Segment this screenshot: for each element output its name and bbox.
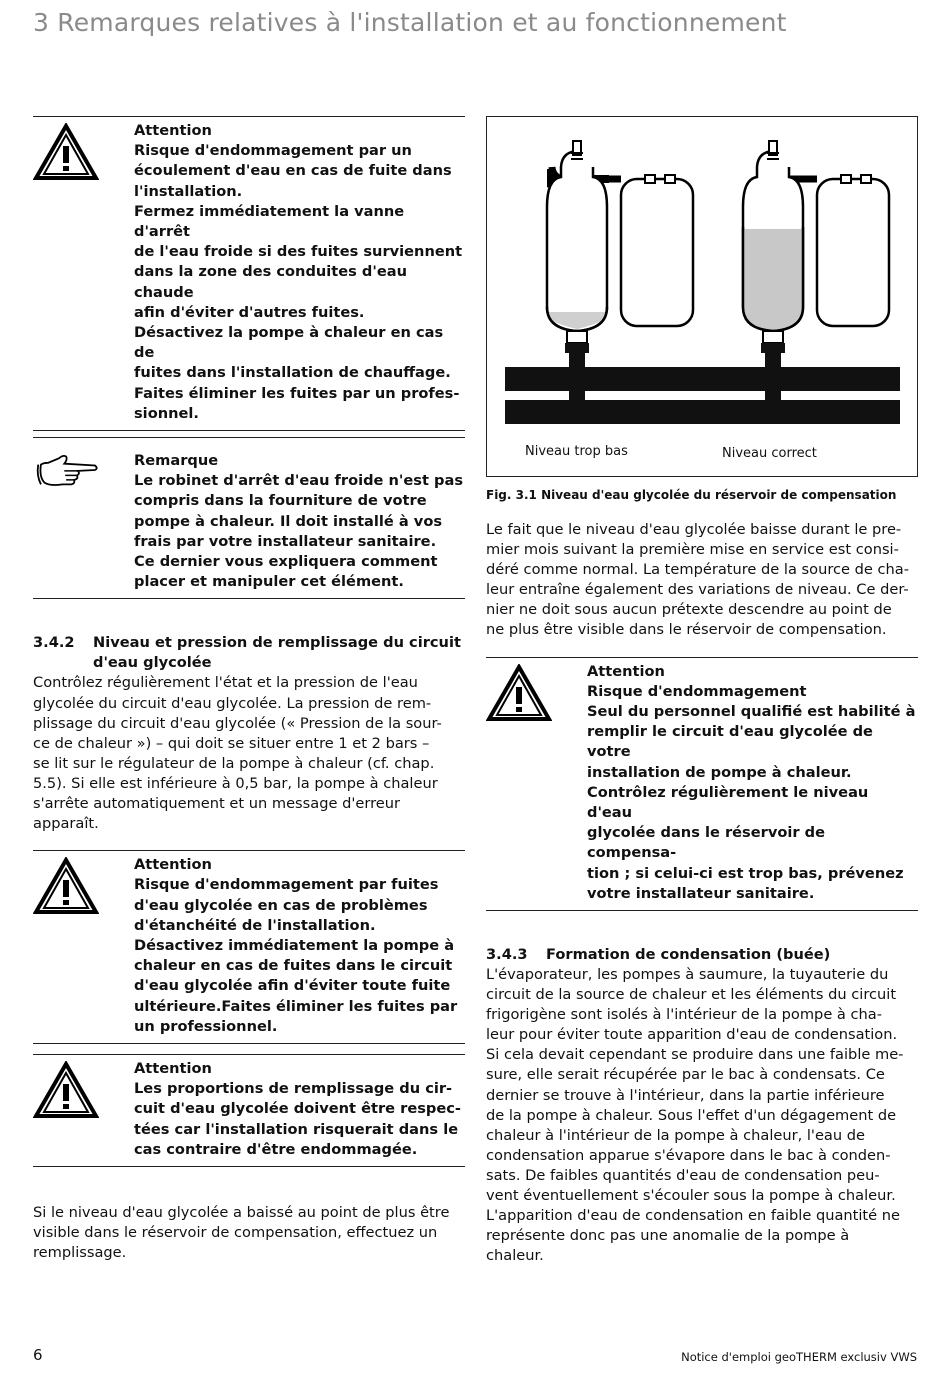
notice-text: Attention Risque d'endommagement par un écoulement d'eau en cas de fuite dans l'installation. Fermez immédiatement la vanne d'arrêt de l'eau froide si des fuites surviennent dans la zone des conduites d'eau chaude afin d'éviter d'autres fuites. Désactivez la pompe à chaleur en cas de fuites dans l'installation de chauffage. Faites éliminer les fuites par un profes- sionnel.: [134, 122, 463, 422]
page-title: 3 Remarques relatives à l'installation et au fonctionnement: [33, 8, 787, 37]
remark-note: [33, 437, 465, 599]
figure-caption: Fig. 3.1 Niveau d'eau glycolée du réservoir de compensation: [486, 488, 897, 502]
section-3-4-3-heading: 3.4.3 Formation de condensation (buée): [486, 946, 831, 963]
tank-level-correct: [743, 141, 889, 367]
attention-notice-qualified-staff: [486, 657, 918, 911]
pointing-hand-icon: [33, 452, 101, 488]
footer-document-title: Notice d'emploi geoTHERM exclusiv VWS: [681, 1350, 917, 1364]
page-number: 6: [33, 1346, 43, 1364]
section-3-4-3-body: L'évaporateur, les pompes à saumure, la tuyauterie du circuit de la source de chaleur et les éléments du circuit frigorigène sont isolés à l'intérieur de la pompe à cha- leur pour éviter toute apparition d'eau de condensation. Si cela devait cependant se produire dans une faible me- sure, elle serait récupérée par le bac à condensats. Ce dernier se trouve à l'intérieur, dans la partie inférieure de la pompe à chaleur. Sous l'effet d'un dégagement de chaleur à l'intérieur de la pompe à chaleur, l'eau de condensation apparue s'évapore dans le bac à conden- sats. De faibles quantités d'eau de condensation peu- vent éventuellement s'écouler sous la pompe à chaleur. L'apparition d'eau de condensation en faible quantité ne représente donc pas une anomalie de la pompe à chaleur.: [486, 966, 904, 1265]
label-level-correct: Niveau correct: [722, 446, 817, 461]
right-column: [486, 116, 918, 1266]
left-column: [33, 116, 465, 1263]
notice-text: Attention Risque d'endommagement Seul du personnel qualifié est habilité à remplir le circuit d'eau glycolée de votre installation de pompe à chaleur. Contrôlez régulièrement le niveau d'eau glycolée dans le réservoir de compensa- tion ; si celui-ci est trop bas, prévenez votre installateur sanitaire.: [587, 662, 916, 902]
warning-icon: [33, 1061, 99, 1119]
pipe-upper-band: [505, 367, 900, 391]
warning-icon: [486, 664, 552, 722]
note-text: Remarque Le robinet d'arrêt d'eau froide n'est pas compris dans la fourniture de votre pompe à chaleur. Il doit installé à vos frais par votre installateur sanitaire. Ce dernier vous expliquera comment placer et manipuler cet élément.: [134, 452, 464, 591]
refill-paragraph: Si le niveau d'eau glycolée a baissé au point de plus être visible dans le réservoir de compensation, effectuez un remplissage.: [33, 1204, 450, 1262]
warning-icon: [33, 123, 99, 181]
attention-notice-water-leak: [33, 116, 465, 431]
warning-icon: [33, 857, 99, 915]
expansion-tank-figure: [486, 116, 918, 477]
section-3-4-2-body: Contrôlez régulièrement l'état et la pression de l'eau glycolée du circuit d'eau glycolée. La pression de rem- plissage du circuit d'eau glycolée (« Pression de la sour- ce de chaleur ») – qui doit se situer entre 1 et 2 bars – se lit sur le régulateur de la pompe à chaleur (cf. chap. 5.5). Si elle est inférieure à 0,5 bar, la pompe à chaleur s'arrête automatiquement et un message d'erreur apparaît.: [33, 674, 442, 833]
tank-level-too-low: [547, 141, 693, 367]
attention-notice-fill-proportions: [33, 1054, 465, 1167]
attention-notice-glycol-leak: [33, 850, 465, 1044]
label-level-too-low: Niveau trop bas: [525, 444, 628, 459]
notice-text: Attention Les proportions de remplissage du cir- cuit d'eau glycolée doivent être respec- tées car l'installation risquerait dans le cas contraire d'être endommagée.: [134, 1060, 461, 1158]
pipe-lower-band: [505, 400, 900, 424]
notice-text: Attention Risque d'endommagement par fuites d'eau glycolée en cas de problèmes d'étanchéité de l'installation. Désactivez immédiatement la pompe à chaleur en cas de fuites dans le circuit d'eau glycolée afin d'éviter toute fuite ultérieure.Faites éliminer les fuites par un professionnel.: [134, 856, 458, 1035]
section-3-4-2-heading: 3.4.2 Niveau et pression de remplissage du circuit d'eau glycolée: [33, 634, 461, 672]
expansion-tank-illustration: [487, 117, 917, 476]
level-paragraph: Le fait que le niveau d'eau glycolée baisse durant le pre- mier mois suivant la première mise en service est consi- déré comme normal. La température de la source de cha- leur entraîne également des variations de niveau. Ce der- nier ne doit sous aucun prétexte descendre au point de ne plus être visible dans le réservoir de compensation.: [486, 521, 910, 639]
